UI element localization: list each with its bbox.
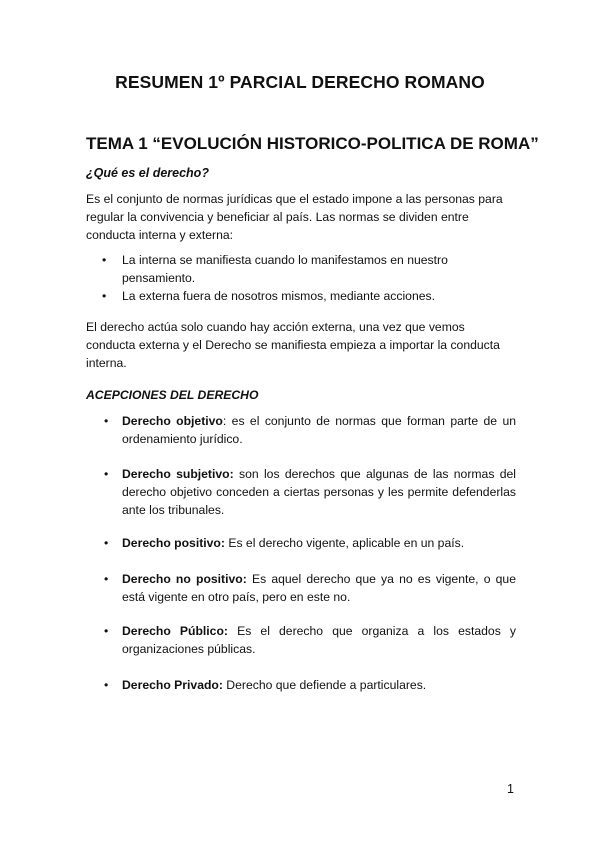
conduct-list [86, 251, 516, 305]
definition-term: Derecho Público: [122, 624, 228, 638]
definition-item [86, 570, 516, 606]
definition-term: Derecho subjetivo: [122, 467, 234, 481]
definition-text: Es el derecho que organiza a los estados y organizaciones públicas. [122, 624, 516, 656]
definition-term: Derecho positivo: [122, 536, 225, 550]
action-paragraph: El derecho actúa solo cuando hay acción externa, una vez que vemos conducta externa y el Derecho se manifiesta empieza a importar la conducta interna. [86, 320, 500, 370]
definition-text: Derecho que defiende a particulares. [222, 678, 427, 692]
definition-text: son los derechos que algunas de las normas del derecho objetivo conceden a ciertas personas y les permite defenderlas ante los tribunales. [122, 467, 516, 517]
definition-term: Derecho Privado: [122, 678, 223, 692]
definition-text: : es el conjunto de normas que forman parte de un ordenamiento jurídico. [122, 414, 516, 446]
question-heading: ¿Qué es el derecho? [86, 166, 209, 180]
definition-text: Es aquel derecho que ya no es vigente, o que está vigente en otro país, pero en este no. [122, 572, 516, 604]
definition-item [86, 465, 516, 519]
definition-item [86, 676, 516, 694]
definition-item [86, 622, 516, 658]
definition-item [86, 412, 516, 448]
list-item: • La interna se manifiesta cuando lo manifestamos en nuestro pensamiento. [86, 251, 516, 287]
definition-term: Derecho no positivo: [122, 572, 247, 586]
intro-paragraph: Es el conjunto de normas jurídicas que el estado impone a las personas para regular la convivencia y beneficiar al país. Las normas se dividen entre conducta interna y externa: [86, 192, 503, 242]
section-heading: TEMA 1 “EVOLUCIÓN HISTORICO-POLITICA DE ROMA” [86, 134, 539, 153]
list-item: • La externa fuera de nosotros mismos, mediante acciones. [86, 287, 516, 305]
definition-term: Derecho objetivo [122, 414, 223, 428]
acepciones-heading: ACEPCIONES DEL DERECHO [86, 388, 259, 402]
definition-item [86, 534, 516, 552]
page-number: 1 [507, 782, 514, 796]
definition-text: Es el derecho vigente, aplicable en un país. [224, 536, 465, 550]
document-title: RESUMEN 1º PARCIAL DERECHO ROMANO [115, 72, 485, 92]
